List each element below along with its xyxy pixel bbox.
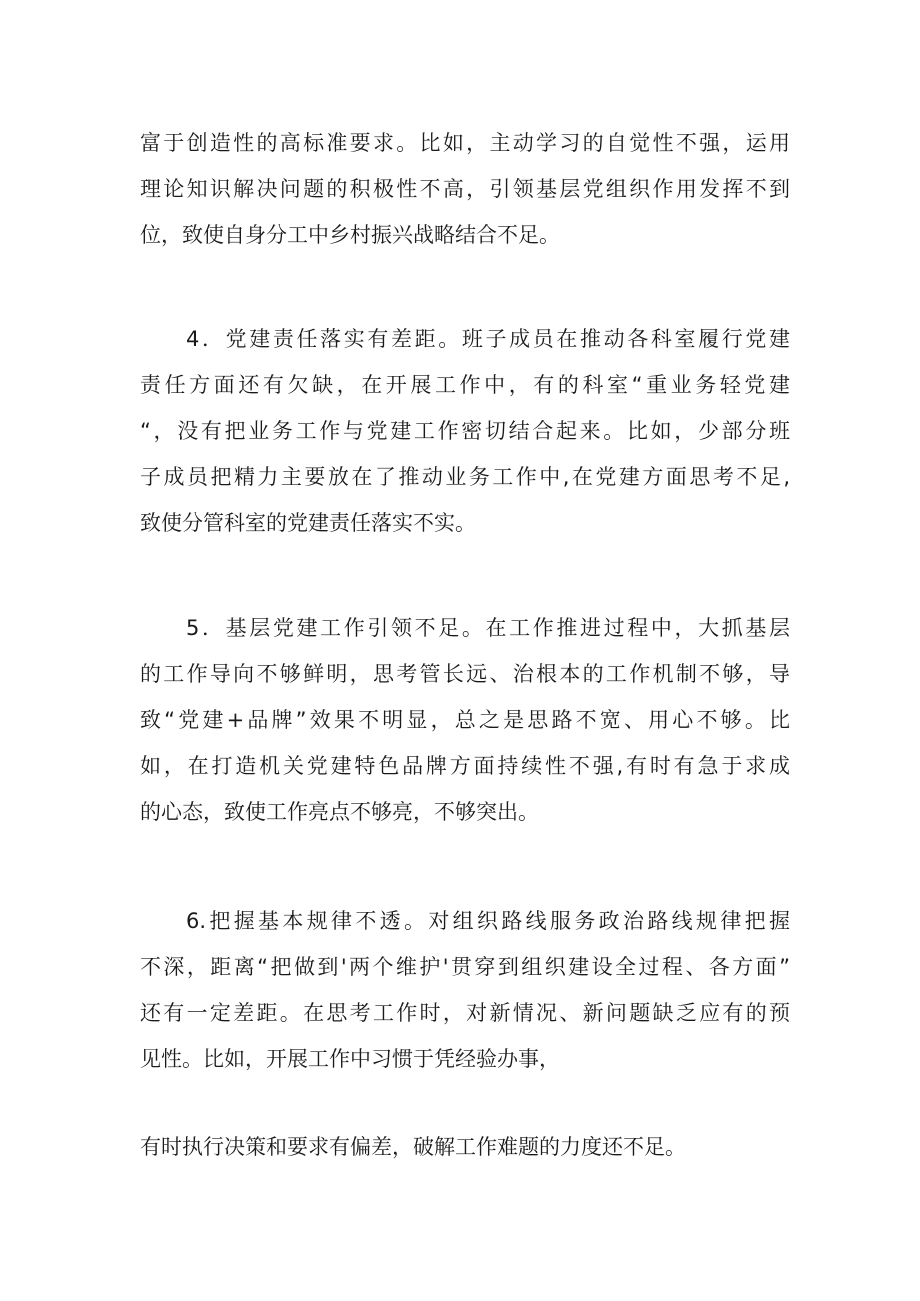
text-line: 有时执行决策和要求有偏差，破解工作难题的力度还不足。 — [140, 1135, 686, 1159]
paragraph-item-4 — [140, 316, 790, 546]
paragraph-continuation — [140, 1124, 790, 1170]
text-line: 的工作导向不够鲜明，思考管长远、治根本的工作机制不够，导 — [140, 662, 790, 686]
text-line: 位，致使自身分工中乡村振兴战略结合不足。 — [140, 223, 560, 247]
text-line: 富于创造性的高标准要求。比如，主动学习的自觉性不强，运用 — [140, 131, 790, 155]
text-line: 还有一定差距。在思考工作时，对新情况、新问题缺乏应有的预 — [140, 1001, 790, 1025]
text-line: 致使分管科室的党建责任落实不实。 — [140, 511, 476, 535]
paragraph-continuation — [140, 120, 790, 258]
paragraph-item-6 — [140, 898, 790, 1082]
text-line: 5．基层党建工作引领不足。在工作推进过程中，大抓基层 — [186, 616, 790, 640]
text-line: 不深，距离“把做到'两个维护'贯穿到组织建设全过程、各方面” — [140, 955, 790, 979]
text-line: 如，在打造机关党建特色品牌方面持续性不强,有时有急于求成 — [140, 754, 790, 778]
paragraph-item-5 — [140, 605, 790, 835]
text-line: 责任方面还有欠缺，在开展工作中，有的科室“重业务轻党建 — [140, 373, 790, 397]
text-line: 4．党建责任落实有差距。班子成员在推动各科室履行党建 — [186, 327, 790, 351]
text-line: 致“党建+品牌”效果不明显，总之是思路不宽、用心不够。比 — [140, 708, 790, 732]
text-line: 见性。比如，开展工作中习惯于凭经验办事， — [140, 1047, 560, 1071]
text-line: 6.把握基本规律不透。对组织路线服务政治路线规律把握 — [186, 909, 790, 933]
text-line: “，没有把业务工作与党建工作密切结合起来。比如，少部分班 — [140, 419, 790, 443]
text-line: 的心态，致使工作亮点不够亮，不够突出。 — [140, 800, 539, 824]
text-line: 子成员把精力主要放在了推动业务工作中,在党建方面思考不足, — [140, 465, 790, 489]
text-line: 理论知识解决问题的积极性不高，引领基层党组织作用发挥不到 — [140, 177, 790, 201]
